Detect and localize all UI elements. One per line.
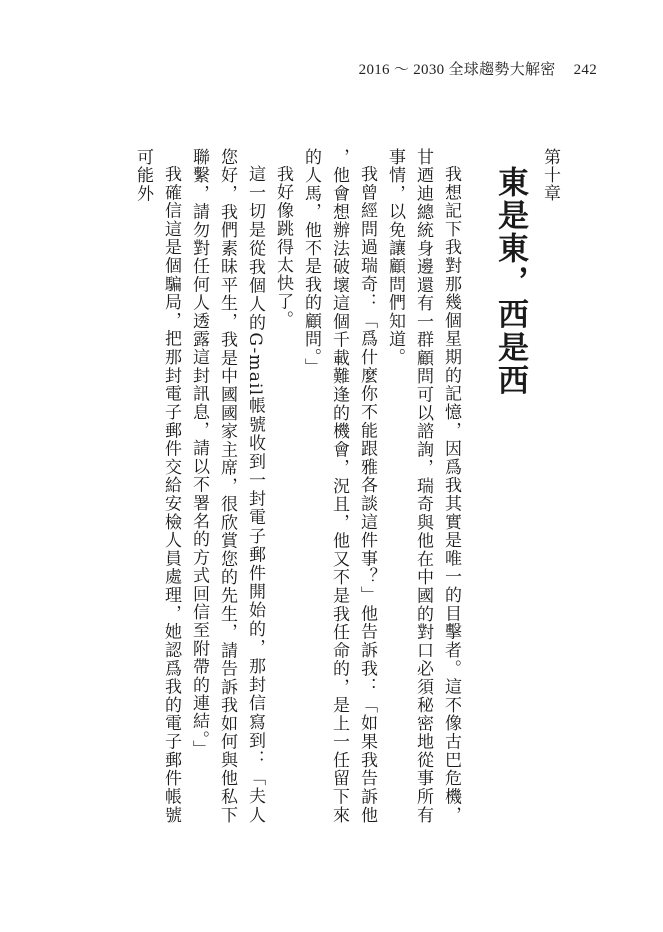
paragraph: 我好像跳得太快了。: [273, 165, 293, 329]
paragraph: 我曾經問過瑞奇：「爲什麼你不能跟雅各談這件事？」他告訴我：「如果我告訴他，他會想辦法破壞這個千載難逢的機會，況且，他又不是我任命的，是上一任留下來的人馬，他不是我的顧問。」: [301, 148, 377, 824]
page-number: 242: [573, 62, 597, 78]
chapter-text: [129, 148, 465, 824]
paragraph: 我想記下我對那幾個星期的記憶，因爲我其實是唯一的目擊者。這不像古巴危機，甘迺迪總統身邊還有一群顧問可以諮詢，瑞奇與他在中國的對口必須秘密地從事所有事情，以免讓顧問們知道。: [385, 148, 461, 824]
paragraph: 我確信這是個騙局，把那封電子郵件交給安檢人員處理，她認爲我的電子郵件帳號可能外: [133, 148, 181, 824]
running-head: [359, 58, 597, 79]
chapter-title: 東是東，西是西: [492, 166, 528, 397]
page-body: [129, 148, 563, 858]
chapter-label: 第十章: [540, 148, 560, 202]
paragraph: 這一切是從我個人的G-mail帳號收到一封電子郵件開始的，那封信寫到：「夫人您好，我們素昧平生，我是中國國家主席，很欣賞您的先生，請告訴我如何與他私下聯繫，請勿對任何人透露這封訊息，請以不署名的方式回信至附帶的連結。」: [189, 148, 265, 824]
running-title: 2016 ～ 2030 全球趨勢大解密: [358, 62, 556, 78]
